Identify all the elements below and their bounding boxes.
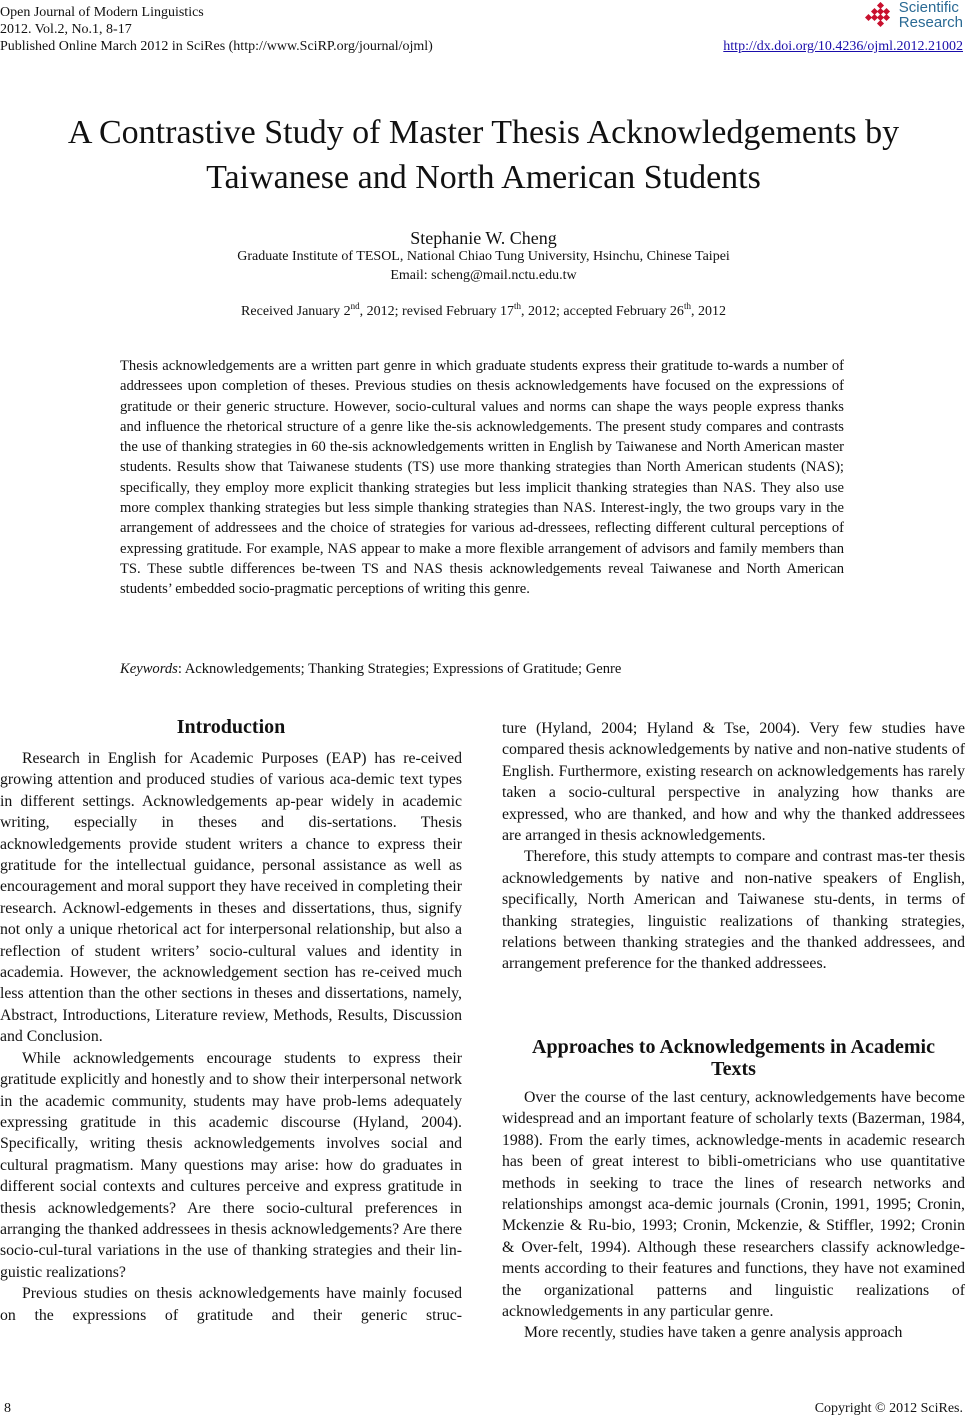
heading-line-1: Approaches to Acknowledgements in Academic <box>532 1036 935 1058</box>
received-text-1: Received January 2 <box>241 304 351 319</box>
paragraph: Over the course of the last century, acknowledgements have become widespread and an important feature of scholarly texts (Bazerman, 1984, 1988). From the early times, acknowledge-ments in academic research has been of great interest to bibli-ometricians who use quantitative methods in seeking to trace the lines of research networks and relationships amongst aca-demic journals (Cronin, 1991, 1995; Cronin, Mckenzie & Ru-bio, 1993; Cronin, Mckenzie, & Stiffler, 1992; Cronin & Over-felt, 1994). Although these researchers classify acknowledge-ments according to their features and functions, they have not examined the organizational patterns and linguistic realizations of acknowledgements in any particular genre. <box>502 1089 965 1321</box>
received-sup-2: th <box>514 301 522 311</box>
received-text-4: , 2012 <box>690 304 726 319</box>
author-affiliation: Graduate Institute of TESOL, National Chiao Tung University, Hsinchu, Chinese Taipei <box>237 249 730 264</box>
abstract: Thesis acknowledgements are a written part genre in which graduate students express their gratitude to-wards a number of addressees upon completion of theses. Previous studies on thesis acknowledgements have focused on the expressions of gratitude or their generic structure. However, socio-cultural values and norms can shape the ways people express thanks and influence the rhetorical structure of a genre like the-sis acknowledgements. The present study compares and contrasts the use of thanking strategies in 60 the-sis acknowledgements written in English by Taiwanese and North American master students. Results show that Taiwanese students (TS) use more thanking strategies than North American students (NAS); specifically, they employ more explicit thanking strategies but less implicit thanking strategies than NAS. They also use more complex thanking strategies but less simple thanking strategies than NAS. Interest-ingly, the two groups vary in the arrangement of addressees and the choice of strategies for various ad-dressees, reflecting different cultural perceptions of expressing gratitude. For example, NAS appear to make a more flexible arrangement of advisors and family members than TS. These subtle differences be-tween TS and NAS thesis acknowledgements reveal Taiwanese and North American students’ embedded socio-pragmatic perceptions of writing this genre. <box>120 358 844 598</box>
title-line-2: Taiwanese and North American Students <box>206 159 761 196</box>
author-name: Stephanie W. Cheng <box>410 228 557 248</box>
section-heading-introduction: Introduction <box>176 716 286 738</box>
article-title <box>0 110 967 200</box>
page-number: 8 <box>4 1401 11 1416</box>
received-sup-1: nd <box>350 301 360 311</box>
left-column <box>0 748 462 1326</box>
received-text-3: , 2012; accepted February 26 <box>521 304 684 319</box>
published-note: Published Online March 2012 in SciRes (http://www.SciRP.org/journal/ojml) <box>0 39 433 54</box>
paragraph: Therefore, this study attempts to compare and contrast mas-ter thesis acknowledgements by native and non-native speakers of English, specifically, North American and Taiwanese stu-dents, in terms of thanking strategies, linguistic realizations of thanking strategies, relations between thanking strategies and the thanked addressees, and arrangement preference for the thanked addressees. <box>502 848 965 973</box>
scientific-research-logo-icon <box>865 2 895 28</box>
doi-link[interactable]: http://dx.doi.org/10.4236/ojml.2012.21002 <box>723 39 963 54</box>
keywords <box>120 659 844 679</box>
right-column-continued <box>502 1087 965 1344</box>
paragraph: Previous studies on thesis acknowledgements have mainly focused on the expressions of gratitude and their generic struc- <box>0 1285 462 1324</box>
logo-text <box>899 0 963 30</box>
received-sup-3: th <box>683 301 691 311</box>
paragraph: More recently, studies have taken a genre analysis approach <box>524 1324 903 1342</box>
keywords-label: Keywords <box>120 661 178 677</box>
paragraph: Research in English for Academic Purposes (EAP) has re-ceived growing attention and produced studies of various aca-demic text types in different settings. Acknowledgements ap-pear widely in academic writing, especially in theses and dis-sertations. Thesis acknowledgements provide student writers a chance to express their gratitude for the intellectual guidance, personal assistance as well as encouragement and moral support they have received in completing their research. Acknowl-edgements in theses and dissertations, thus, signify not only a unique rhetorical act for interpersonal relationship, but also a reflection of student writers’ socio-cultural values and identity in academia. However, the acknowledgement section has re-ceived much less attention than the other sections in theses and dissertations, namely, Abstract, Introductions, Literature review, Methods, Results, Discussion and Conclusion. <box>0 750 462 1046</box>
paragraph: ture (Hyland, 2004; Hyland & Tse, 2004). Very few studies have compared thesis acknowledgements by native and non-native students of English. Furthermore, existing research on acknowledgements has rarely taken a socio-cultural perspective in analyzing how thanks are expressed, who are thanked, and how and why the thanked addressees are arranged in thesis acknowledgements. <box>502 720 965 845</box>
author-email: Email: scheng@mail.nctu.edu.tw <box>390 268 577 283</box>
logo-line-1: Scientific <box>898 0 959 16</box>
right-column <box>502 718 965 975</box>
title-line-1: A Contrastive Study of Master Thesis Acknowledgements by <box>67 114 900 151</box>
received-text-2: , 2012; revised February 17 <box>359 304 515 319</box>
logo-line-2: Research <box>898 14 963 31</box>
copyright: Copyright © 2012 SciRes. <box>814 1401 963 1416</box>
keywords-list: : Acknowledgements; Thanking Strategies; Expressions of Gratitude; Genre <box>177 661 622 677</box>
heading-line-2: Texts <box>711 1058 756 1080</box>
journal-volume: 2012. Vol.2, No.1, 8-17 <box>0 22 132 37</box>
publisher-logo <box>865 0 963 30</box>
paragraph: While acknowledgements encourage students to express their gratitude explicitly and honestly and to show their interpersonal network in the academic community, students may have prob-lems adequately expressing gratitude in this academic discourse (Hyland, 2004). Specifically, writing thesis acknowledgements involves social and cultural pragmatism. Many questions may arise: how do graduates in different social contexts and cultures perceive and express gratitude in thesis acknowledgements? Are there socio-cultural preferences in arranging the thanked addressees in thesis acknowledgements? Are there socio-cul-tural variations in the use of thanking strategies and their lin-guistic realizations? <box>0 1049 462 1281</box>
section-heading-approaches <box>502 1036 965 1080</box>
received-dates <box>0 303 967 321</box>
journal-header <box>0 4 433 55</box>
journal-name: Open Journal of Modern Linguistics <box>0 5 204 20</box>
